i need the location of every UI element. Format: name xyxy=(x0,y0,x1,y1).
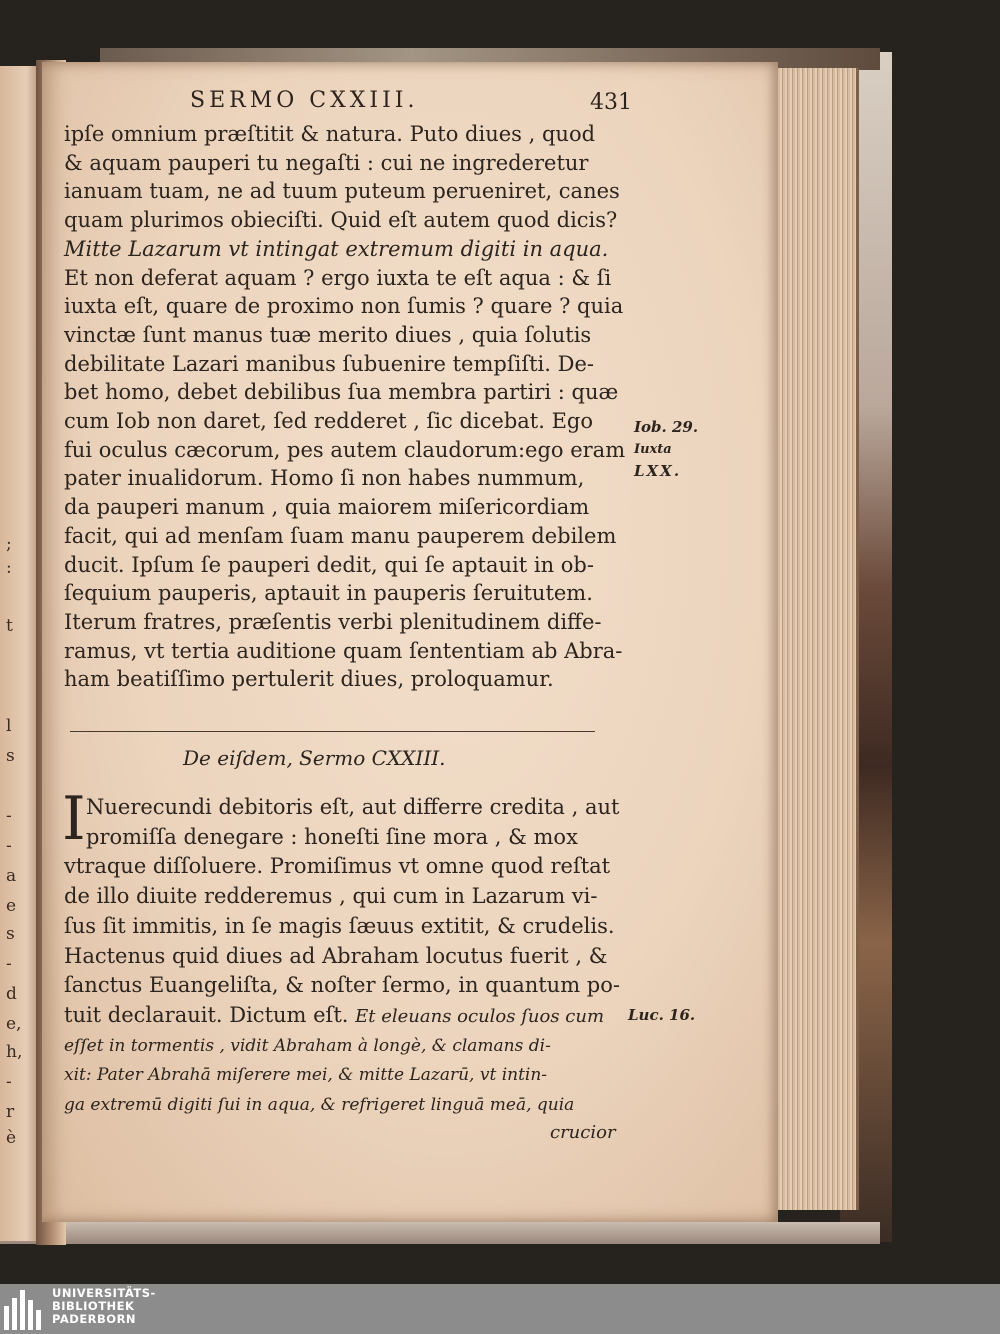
left-margin-char: - xyxy=(6,1072,12,1092)
page-block-edges xyxy=(770,68,859,1210)
text-line-italic: xit: Pater Abrahā miſerere mei, & mitte Lazarū, vt intin- xyxy=(64,1065,548,1086)
left-margin-char: - xyxy=(6,836,12,856)
left-margin-char: e xyxy=(6,896,17,916)
text-line-mixed xyxy=(64,1001,624,1032)
left-margin-char: s xyxy=(6,924,15,944)
marginal-note-lxx: LXX. xyxy=(634,462,682,480)
text-line: ramus, vt tertia auditione quam ſententiam ab Abra- xyxy=(64,638,623,663)
library-banner xyxy=(0,1284,1000,1334)
text-line: vtraque diſſoluere. Promiſimus vt omne quod reſtat xyxy=(64,854,611,879)
text-line: ſus ſit immitis, in ſe magis ſæuus extitit, & crudelis. xyxy=(64,913,615,938)
marginal-note-luke: Luc. 16. xyxy=(628,1006,696,1024)
left-margin-char: - xyxy=(6,954,12,974)
section-heading: De eiſdem, Sermo CXXIII. xyxy=(183,746,446,770)
page-number: 431 xyxy=(590,90,632,115)
text-line: ſanctus Euangeliſta, & noſter ſermo, in quantum po- xyxy=(64,973,620,998)
left-margin-char: e, xyxy=(6,1014,22,1034)
text-line-italic: Mitte Lazarum vt intingat extremum digiti in aqua. xyxy=(64,236,609,261)
text-line: ducit. Ipſum ſe pauperi dedit, qui ſe aptauit in ob- xyxy=(64,552,594,577)
text-line: facit, qui ad menſam ſuam manu pauperem debilem xyxy=(64,523,617,548)
left-margin-char: : xyxy=(6,558,12,578)
library-name-line1: UNIVERSITÄTS- xyxy=(52,1286,156,1300)
library-name-line3: PADERBORN xyxy=(52,1312,137,1326)
text-line: quam plurimos obieciſti. Quid eſt autem quod dicis? xyxy=(64,208,618,233)
sermon-text-block-2 xyxy=(64,793,624,1121)
marginal-note-iuxta: Iuxta xyxy=(634,442,672,457)
left-margin-char: ; xyxy=(6,534,12,554)
text-line-italic: ga extremū digiti ſui in aqua, & refrigeret linguā meā, quia xyxy=(64,1095,575,1116)
text-line: pater inualidorum. Homo ſi non habes nummum, xyxy=(64,466,585,491)
text-line: fui oculus cæcorum, pes autem claudorum:ego eram xyxy=(64,437,626,462)
text-span-italic: Et eleuans oculos ſuos cum xyxy=(355,1005,605,1027)
text-span: tuit declarauit. Dictum eſt. xyxy=(64,1002,349,1027)
text-line: promiſſa denegare : honeſti ſine mora , & mox xyxy=(86,824,578,849)
left-margin-char: a xyxy=(6,866,17,886)
left-margin-char: r xyxy=(6,1102,15,1122)
left-margin-char: h, xyxy=(6,1042,23,1062)
left-margin-char: è xyxy=(6,1128,17,1148)
library-logo-icon xyxy=(4,1290,46,1330)
text-line-italic: eſſet in tormentis , vidit Abraham à longè, & clamans di- xyxy=(64,1035,551,1056)
text-line: Hactenus quid diues ad Abraham locutus fuerit , & xyxy=(64,943,608,968)
text-line: ianuam tuam, ne ad tuum puteum perueniret, canes xyxy=(64,179,620,204)
text-line: ipſe omnium præſtitit & natura. Puto diues , quod xyxy=(64,122,596,146)
text-line: debilitate Lazari manibus ſubuenire tempſiſti. De- xyxy=(64,351,594,376)
text-line: Nuerecundi debitoris eſt, aut differre credita , aut xyxy=(86,795,620,819)
text-line: ham beatiſſimo pertulerit diues, proloquamur. xyxy=(64,667,554,692)
text-line: cum Iob non daret, ſed redderet , ſic dicebat. Ego xyxy=(64,409,593,434)
text-line: da pauperi manum , quia maiorem miſericordiam xyxy=(64,495,590,520)
bottom-cover-edge xyxy=(0,1222,880,1244)
catchword: crucior xyxy=(550,1122,616,1143)
left-margin-char: d xyxy=(6,984,17,1004)
text-line: bet homo, debet debilibus ſua membra partiri : quæ xyxy=(64,380,619,405)
text-line: ſequium pauperis, aptauit in pauperis ſeruitutem. xyxy=(64,581,593,606)
left-margin-char: l xyxy=(6,716,12,736)
sermon-text-block xyxy=(64,120,624,694)
text-line: Et non deferat aquam ? ergo iuxta te eſt aqua : & ſi xyxy=(64,265,612,290)
text-line: & aquam pauperi tu negaſti : cui ne ingrederetur xyxy=(64,150,589,175)
marginal-note-job: Iob. 29. xyxy=(634,418,699,436)
left-margin-char: - xyxy=(6,806,12,826)
left-margin-char: s xyxy=(6,746,15,766)
text-line: iuxta eſt, quare de proximo non ſumis ? quare ? quia xyxy=(64,294,624,319)
text-line: vinctæ ſunt manus tuæ merito diues , quia ſolutis xyxy=(64,322,592,347)
section-divider xyxy=(70,731,595,732)
text-line: de illo diuite redderemus , qui cum in Lazarum vi- xyxy=(64,884,598,909)
library-name-line2: BIBLIOTHEK xyxy=(52,1299,135,1313)
drop-capital: I xyxy=(62,784,86,854)
text-line: Iterum fratres, præſentis verbi plenitudinem diffe- xyxy=(64,609,602,634)
left-margin-char: t xyxy=(6,616,13,636)
running-head: SERMO CXXIII. xyxy=(190,88,419,113)
